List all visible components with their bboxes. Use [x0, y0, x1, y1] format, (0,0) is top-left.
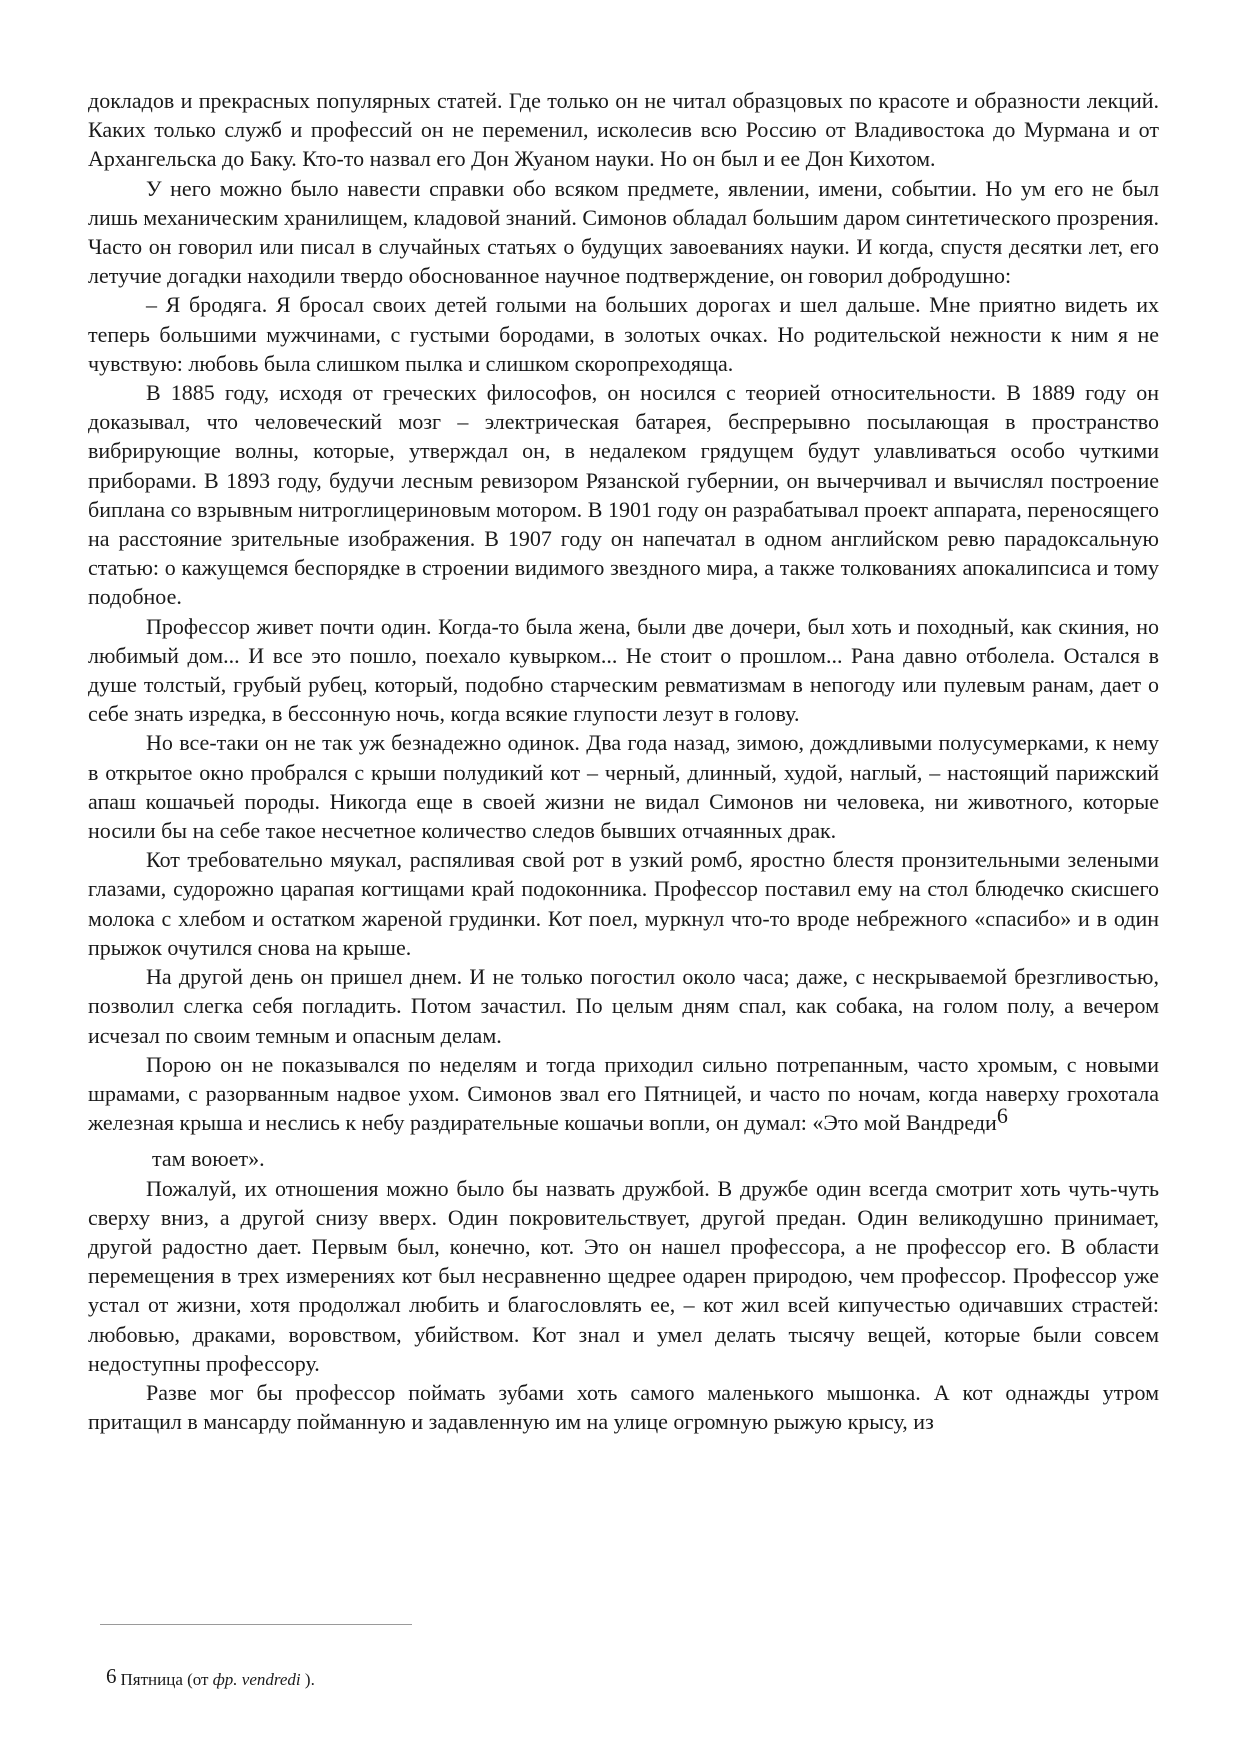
document-body — [88, 86, 1159, 1436]
paragraph: докладов и прекрасных популярных статей. Где только он не читал образцовых по красоте и образности лекций. Каких только служб и профессий он не переменил, исколесив всю Россию от Владивостока до Мурмана и от Архангельска до Баку. Кто-то назвал его Дон Жуаном науки. Но он был и ее Дон Кихотом. — [88, 88, 1159, 172]
footnote-number: 6 — [106, 1664, 117, 1688]
paragraph: Профессор живет почти один. Когда-то была жена, были две дочери, был хоть и походный, как скиния, но любимый дом... И все это пошло, поехало кувырком... Не стоит о прошлом... Рана давно отболела. Остался в душе толстый, грубый рубец, который, подобно старческим ревматизмам в непогоду или пулевым ранам, дает о себе знать изредка, в бессонную ночь, когда всякие глупости лезут в голову. — [88, 613, 1159, 727]
paragraph: Разве мог бы профессор поймать зубами хоть самого маленького мышонка. А кот однажды утром притащил в мансарду пойманную и задавленную им на улице огромную рыжую крысу, из — [88, 1379, 1159, 1435]
paragraph: У него можно было навести справки обо всяком предмете, явлении, имени, событии. Но ум его не был лишь механическим хранилищем, кладовой знаний. Симонов обладал большим даром синтетического прозрения. Часто он говорил или писал в случайных статьях о будущих завоеваниях науки. И когда, спустя десятки лет, его летучие догадки находили твердо обоснованное научное подтверждение, он говорил добродушно: — [88, 175, 1159, 289]
footnote-text-end: ). — [300, 1670, 315, 1689]
footnote — [106, 1665, 315, 1691]
paragraph: Пожалуй, их отношения можно было бы назвать дружбой. В дружбе один всегда смотрит хоть чуть-чуть сверху вниз, а другой снизу вверх. Один покровительствует, другой предан. Один великодушно принимает, другой радостно дает. Первым был, конечно, кот. Это он нашел профессора, а не профессор его. В области перемещения в трех измерениях кот был несравненно щедрее одарен природою, чем профессор. Профессор уже устал от жизни, хотя продолжал любить и благословлять ее, – кот жил всей кипучестью одичавших страстей: любовью, драками, воровством, убийством. Кот знал и умел делать тысячу вещей, которые были совсем недоступны профессору. — [88, 1175, 1159, 1376]
paragraph-with-footnote — [88, 1050, 1159, 1138]
paragraph: На другой день он пришел днем. И не только погостил около часа; даже, с нескрываемой брезгливостью, позволил слегка себя погладить. Потом зачастил. По целым дням спал, как собака, на голом полу, а вечером исчезал по своим темным и опасным делам. — [88, 964, 1159, 1048]
footnote-divider — [100, 1624, 412, 1625]
paragraph-text: Порою он не показывался по неделям и тогда приходил сильно потрепанным, часто хромым, с новыми шрамами, с разорванным надвое ухом. Симонов звал его Пятницей, и часто по ночам, когда наверху грохотала железная крыша и неслись к небу раздирательные кошачьи вопли, он думал: «Это мой Вандреди — [88, 1051, 1159, 1136]
paragraph: Но все-таки он не так уж безнадежно одинок. Два года назад, зимою, дождливыми полусумерками, к нему в открытое окно пробрался с крыши полудикий кот – черный, длинный, худой, наглый, – настоящий парижский апаш кошачьей породы. Никогда еще в своей жизни не видал Симонов ни человека, ни животного, которые носили бы на себе такое несчетное количество следов бывших отчаянных драк. — [88, 730, 1159, 844]
footnote-italic-text: фр. vendredi — [212, 1670, 301, 1689]
footnote-text: Пятница (от — [120, 1670, 213, 1689]
paragraph: Кот требовательно мяукал, распяливая свой рот в узкий ромб, яростно блестя пронзительными зелеными глазами, судорожно царапая когтищами край подоконника. Профессор поставил ему на стол блюдечко скисшего молока с хлебом и остатком жареной грудинки. Кот поел, муркнул что-то вроде небрежного «спасибо» и в один прыжок очутился снова на крыше. — [88, 847, 1159, 960]
paragraph-continuation: там воюет». — [152, 1146, 265, 1172]
paragraph: – Я бродяга. Я бросал своих детей голыми на больших дорогах и шел дальше. Мне приятно видеть их теперь большими мужчинами, с густыми бородами, в золотых очках. Но родительской нежности к ним я не чувствую: любовь была слишком пылка и слишком скоропреходяща. — [88, 292, 1159, 376]
paragraph: В 1885 году, исходя от греческих философов, он носился с теорией относительности. В 1889 году он доказывал, что человеческий мозг – электрическая батарея, беспрерывно посылающая в пространство вибрирующие волны, которые, утверждал он, в недалеком грядущем будут улавливаться особо чуткими приборами. В 1893 году, будучи лесным ревизором Рязанской губернии, он вычерчивал и вычислял построение биплана со взрывным нитроглицериновым мотором. В 1901 году он разрабатывал проект аппарата, переносящего на расстояние зрительные изображения. В 1907 году он напечатал в одном английском ревю парадоксальную статью: о кажущемся беспорядке в строении видимого звездного мира, а также толкованиях апокалипсиса и тому подобное. — [88, 380, 1159, 610]
footnote-reference[interactable]: 6 — [996, 1103, 1008, 1129]
